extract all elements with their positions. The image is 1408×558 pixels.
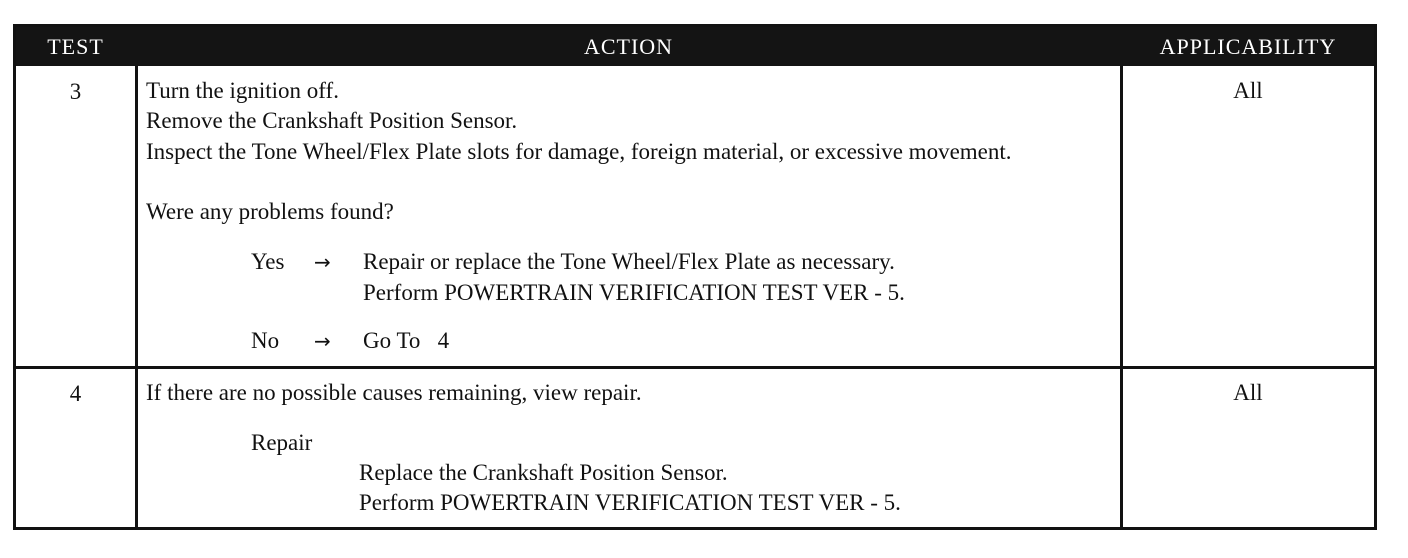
no-arrow-icon: → <box>314 329 331 353</box>
row-4-repair-label: Repair <box>251 430 313 455</box>
row-3-no-label: No <box>251 328 280 353</box>
row-4-repair-action-2: Perform POWERTRAIN VERIFICATION TEST VER - 5. <box>359 490 901 515</box>
row-divider <box>16 366 1374 369</box>
header-action: ACTION <box>583 34 674 59</box>
row-3-no-action: Go To 4 <box>363 328 450 353</box>
row-4-repair-action-1: Replace the Crankshaft Position Sensor. <box>359 460 728 485</box>
table-header <box>16 27 1374 66</box>
row-3-applicability: All <box>1233 78 1263 103</box>
row-3-yes-label: Yes <box>251 249 285 274</box>
header-test: TEST <box>47 34 104 59</box>
row-3-test-number: 3 <box>69 79 82 104</box>
row-4-test-number: 4 <box>69 381 82 406</box>
header-applicability: APPLICABILITY <box>1159 34 1337 59</box>
row-3-action-question: Were any problems found? <box>146 199 394 224</box>
yes-arrow-icon: → <box>314 250 331 274</box>
row-3-yes-action-2: Perform POWERTRAIN VERIFICATION TEST VER - 5. <box>363 280 905 305</box>
row-3-action-line-3: Inspect the Tone Wheel/Flex Plate slots for damage, foreign material, or excessive movement. <box>146 139 1012 164</box>
diagnostic-test-table <box>13 24 1377 530</box>
row-4-action-line-1: If there are no possible causes remaining, view repair. <box>146 380 642 405</box>
row-4-applicability: All <box>1233 380 1263 405</box>
column-divider-applicability <box>1120 66 1123 530</box>
row-3-action-line-1: Turn the ignition off. <box>146 78 339 103</box>
row-3-yes-action-1: Repair or replace the Tone Wheel/Flex Plate as necessary. <box>363 249 895 274</box>
row-3-action-line-2: Remove the Crankshaft Position Sensor. <box>146 108 518 133</box>
column-divider-test <box>135 66 138 530</box>
